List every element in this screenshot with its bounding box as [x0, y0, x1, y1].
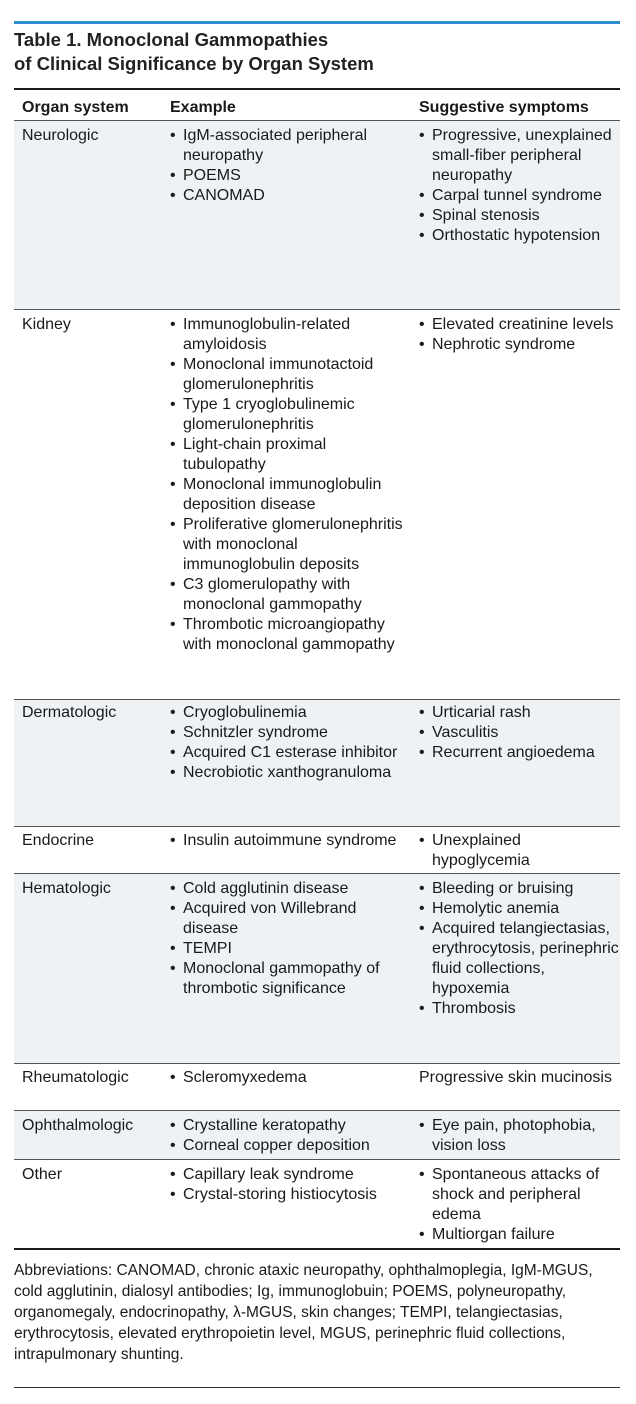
- list-item: • Crystalline keratopathy: [170, 1116, 406, 1136]
- row-organ-other: Other: [22, 1166, 63, 1183]
- accent-rule: [14, 21, 620, 24]
- list-item: • Monoclonal immunotactoid glomerulonephritis: [170, 355, 406, 395]
- row-symptoms-dermatologic: [419, 703, 619, 763]
- list-item: • Nephrotic syndrome: [419, 335, 619, 355]
- list-item: • Cold agglutinin disease: [170, 879, 406, 899]
- row-divider: [14, 1063, 620, 1064]
- list-item: • Thrombotic microangiopathy with monoclonal gammopathy: [170, 615, 406, 655]
- row-divider: [14, 1110, 620, 1111]
- list-item: • Eye pain, photophobia, vision loss: [419, 1116, 619, 1156]
- row-symptoms-endocrine: [419, 831, 619, 871]
- list-item: • Unexplained hypoglycemia: [419, 831, 619, 871]
- list-item: • Insulin autoimmune syndrome: [170, 831, 406, 851]
- row-organ-neurologic: Neurologic: [22, 127, 99, 144]
- list-item: • Light-chain proximal tubulopathy: [170, 435, 406, 475]
- row-symptoms-hematologic: [419, 879, 619, 1019]
- list-item: • Capillary leak syndrome: [170, 1165, 406, 1185]
- row-examples-kidney: [170, 315, 406, 655]
- list-item: • Carpal tunnel syndrome: [419, 186, 619, 206]
- row-examples-ophthalmologic: [170, 1116, 406, 1156]
- row-symptoms-rheumatologic: Progressive skin mucinosis: [419, 1069, 612, 1086]
- list-item: • Spinal stenosis: [419, 206, 619, 226]
- row-divider: [14, 1159, 620, 1160]
- list-item: • Scleromyxedema: [170, 1068, 406, 1088]
- abbreviations-footnote: Abbreviations: CANOMAD, chronic ataxic neuropathy, ophthalmoplegia, IgM-MGUS, cold agglutinin, dialosyl antibodies; Ig, immunoglobuin; POEMS, polyneuropathy, organomegaly, endocrinopathy, λ-MGUS, skin changes; TEMPI, telangiectasias, erythrocytosis, elevated erythropoietin level, MGUS, perinephric fluid collections, intrapulmonary shunting.: [14, 1262, 593, 1363]
- header-organ-system: Organ system: [22, 99, 129, 116]
- list-item: • Elevated creatinine levels: [419, 315, 619, 335]
- list-item: • Bleeding or bruising: [419, 879, 619, 899]
- row-organ-kidney: Kidney: [22, 316, 71, 333]
- list-item: • IgM-associated peripheral neuropathy: [170, 126, 406, 166]
- list-item: • Recurrent angioedema: [419, 743, 619, 763]
- row-organ-dermatologic: Dermatologic: [22, 704, 117, 721]
- list-item: • Necrobiotic xanthogranuloma: [170, 763, 406, 783]
- list-item: • Vasculitis: [419, 723, 619, 743]
- list-item: • Hemolytic anemia: [419, 899, 619, 919]
- footnote-bottom-rule: [14, 1387, 620, 1388]
- title-line-2: of Clinical Significance by Organ System: [14, 53, 374, 74]
- header-suggestive-symptoms: Suggestive symptoms: [419, 99, 589, 116]
- row-symptoms-neurologic: [419, 126, 619, 246]
- list-item: • Crystal-storing histiocytosis: [170, 1185, 406, 1205]
- table-bottom-rule: [14, 1248, 620, 1250]
- row-examples-hematologic: [170, 879, 406, 999]
- list-item: • Multiorgan failure: [419, 1225, 619, 1245]
- row-examples-dermatologic: [170, 703, 406, 783]
- row-symptoms-kidney: [419, 315, 619, 355]
- header-top-rule: [14, 88, 620, 90]
- list-item: • Monoclonal gammopathy of thrombotic significance: [170, 959, 406, 999]
- title-line-1: Table 1. Monoclonal Gammopathies: [14, 29, 329, 50]
- list-item: • Acquired telangiectasias, erythrocytosis, perinephric fluid collections, hypoxemia: [419, 919, 619, 999]
- list-item: • Cryoglobulinemia: [170, 703, 406, 723]
- row-examples-rheumatologic: [170, 1068, 406, 1088]
- row-divider: [14, 309, 620, 310]
- row-divider: [14, 699, 620, 700]
- row-symptoms-other: [419, 1165, 619, 1245]
- row-divider: [14, 873, 620, 874]
- row-examples-neurologic: [170, 126, 406, 206]
- list-item: • Spontaneous attacks of shock and peripheral edema: [419, 1165, 619, 1225]
- list-item: • Thrombosis: [419, 999, 619, 1019]
- list-item: • POEMS: [170, 166, 406, 186]
- list-item: • CANOMAD: [170, 186, 406, 206]
- row-organ-endocrine: Endocrine: [22, 832, 95, 849]
- list-item: • Type 1 cryoglobulinemic glomerulonephritis: [170, 395, 406, 435]
- list-item: • Schnitzler syndrome: [170, 723, 406, 743]
- list-item: • Corneal copper deposition: [170, 1136, 406, 1156]
- list-item: • Monoclonal immunoglobulin deposition disease: [170, 475, 406, 515]
- row-organ-ophthalmologic: Ophthalmologic: [22, 1117, 134, 1134]
- header-example: Example: [170, 99, 236, 116]
- list-item: • Progressive, unexplained small-fiber peripheral neuropathy: [419, 126, 619, 186]
- list-item: • Acquired von Willebrand disease: [170, 899, 406, 939]
- row-organ-hematologic: Hematologic: [22, 880, 111, 897]
- list-item: • Acquired C1 esterase inhibitor: [170, 743, 406, 763]
- row-examples-other: [170, 1165, 406, 1205]
- list-item: • Immunoglobulin-related amyloidosis: [170, 315, 406, 355]
- list-item: • TEMPI: [170, 939, 406, 959]
- list-item: • Proliferative glomerulonephritis with monoclonal immunoglobulin deposits: [170, 515, 406, 575]
- list-item: • Urticarial rash: [419, 703, 619, 723]
- row-divider: [14, 826, 620, 827]
- table-title: [14, 28, 620, 76]
- list-item: • Orthostatic hypotension: [419, 226, 619, 246]
- row-organ-rheumatologic: Rheumatologic: [22, 1069, 129, 1086]
- row-symptoms-ophthalmologic: [419, 1116, 619, 1156]
- list-item: • C3 glomerulopathy with monoclonal gammopathy: [170, 575, 406, 615]
- row-examples-endocrine: [170, 831, 406, 851]
